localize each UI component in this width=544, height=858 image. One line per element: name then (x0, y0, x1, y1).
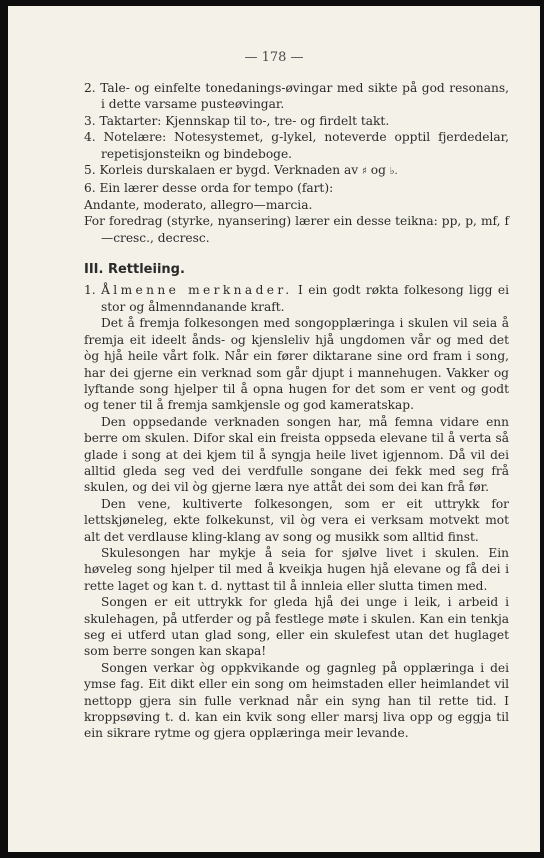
list-number: 5. (84, 163, 96, 178)
document-page (8, 6, 540, 852)
list-text: Ein lærer desse orda for tempo (fart): (99, 181, 334, 196)
paragraph: Den oppsedande verknaden songen har, må femna vidare enn berre om skulen. Difor skal ein freista oppseda elevane til å verta så glade i song at dei kjem til å syngja heile livet igjennom. Då vil dei alltid gleda seg ved dei verdfulle songane dei fekk med seg frå skulen, og dei vil òg gjerne læra nye attåt dei som dei kan frå før. (84, 414, 509, 495)
list-number: 2. (84, 81, 96, 95)
list-number: 6. (84, 181, 96, 196)
list-item (84, 129, 509, 162)
page-number: — 178 — (244, 50, 304, 65)
dynamics-line: For foredrag (styrke, nyansering) lærer ein desse teikna: pp, p, mf, f—cresc., decresc. (84, 214, 509, 245)
paragraph: Songen er eit uttrykk for gleda hjå dei unge i leik, i arbeid i skulehagen, på utferder og på festlege møte i skulen. Kan ein tenkja seg ei utferd utan glad song, eller ein skulefest utan det huglaget som berre songen kan skapa! (84, 595, 509, 659)
flat-symbol: ♭. (389, 166, 398, 178)
list-item (84, 113, 509, 129)
list-item (84, 180, 509, 196)
intro-text: I ein godt røkta folkesong ligg ei stor og ålmenndanande kraft. (101, 283, 509, 314)
list-number: 3. (84, 113, 96, 128)
list-text: Korleis durskalaen er bygd. Verknaden av (99, 163, 359, 178)
paragraph: Den vene, kultiverte folkesongen, som er eit uttrykk for lettskjøneleg, ekte folkekunst, vil òg vera ei verksam motvekt mot alt det verdlause kling-klang av song og musikk som alltid finst. (84, 496, 509, 544)
list-item (84, 80, 509, 113)
paragraph: Songen verkar òg oppkvikande og gagnleg på opplæringa i dei ymse fag. Eit dikt eller ein song om heimstaden eller heimlandet vil nettopp gjera sin fulle verknad når ein syng han til rette tid. I kroppsøving t. d. kan ein kvik song eller marsj liva opp og eggja til ein sikrare rytme og gjera opplæringa meir levande. (84, 660, 509, 741)
paragraph: Skulesongen har mykje å seia for sjølve livet i skulen. Ein høveleg song hjelper til med å kveikja hugen hjå elevane og få dei i rette laget og kan t. d. nyttast til å innleia eller slutta timen med. (84, 545, 509, 593)
section-intro (84, 282, 509, 315)
list-text: Notelære: Notesystemet, g-lykel, noteverde opptil fjerdedelar, repetisjonsteikn og bindeboge. (101, 130, 509, 161)
page-content (84, 80, 509, 742)
section-heading: III. Rettleiing. (84, 262, 185, 278)
tempo-line: Andante, moderato, allegro—marcia. (84, 197, 313, 212)
subheading: Ålmenne merknader. (101, 283, 293, 298)
list-text: Taktarter: Kjennskap til to-, tre- og firdelt takt. (99, 113, 390, 128)
list-item (84, 162, 509, 180)
list-text-and: og (370, 163, 386, 178)
list-number: 1. (84, 283, 96, 298)
list-text: Tale- og einfelte tonedanings-øvingar med sikte på god resonans, i dette varsame pusteøvingar. (100, 81, 509, 112)
list-number: 4. (84, 130, 96, 145)
sharp-symbol: ♯ (362, 166, 367, 178)
paragraph: Det å fremja folkesongen med songopplæringa i skulen vil seia å fremja eit ideelt ånds- og kjensleliv hjå ungdomen vår og med det òg hjå heile vårt folk. Når ein fører diktarane sine ord fram i song, har dei gjerne ein verknad som går djupt i mannehugen. Vakker og lyftande song hjelper til å opna hugen for det som er vent og godt og tener til å fremja samkjensle og god kameratskap. (84, 316, 509, 413)
